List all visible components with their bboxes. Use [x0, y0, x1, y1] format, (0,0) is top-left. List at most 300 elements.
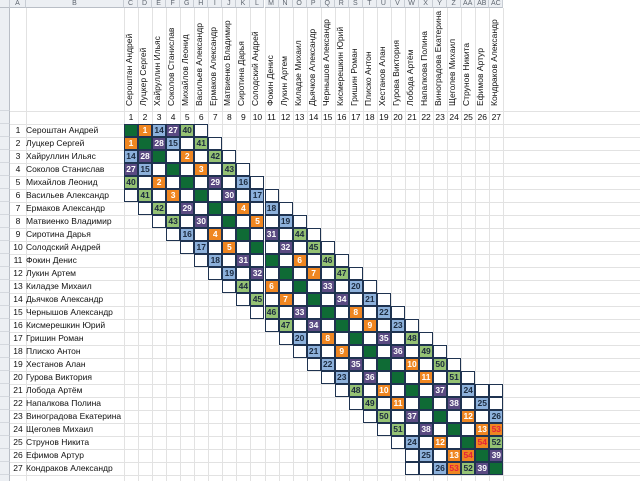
matrix-cell-empty[interactable] [222, 202, 236, 215]
player-row-name[interactable]: Чернышов Александр [26, 307, 113, 317]
column-header-ab[interactable]: AB [475, 0, 489, 8]
matrix-cell-empty[interactable] [194, 254, 208, 267]
column-header-c[interactable]: C [124, 0, 138, 8]
matrix-cell-round[interactable]: 11 [419, 371, 433, 384]
column-header-j[interactable]: J [222, 0, 236, 8]
matrix-cell-empty[interactable] [363, 280, 377, 293]
matrix-cell-diagonal[interactable] [124, 124, 138, 137]
matrix-cell-diagonal[interactable] [307, 293, 321, 306]
matrix-cell-round[interactable]: 30 [194, 215, 208, 228]
column-header-ac[interactable]: AC [489, 0, 503, 8]
matrix-cell-empty[interactable] [447, 384, 461, 397]
column-header-l[interactable]: L [250, 0, 264, 8]
player-row-name[interactable]: Михайлов Леонид [26, 177, 98, 187]
matrix-cell-round[interactable]: 53 [447, 462, 461, 475]
row-header[interactable] [0, 241, 10, 254]
matrix-cell-empty[interactable] [250, 202, 264, 215]
matrix-cell-diagonal[interactable] [419, 397, 433, 410]
row-header[interactable] [0, 358, 10, 371]
row-header[interactable] [0, 280, 10, 293]
matrix-cell-round[interactable]: 9 [335, 345, 349, 358]
row-header[interactable] [0, 189, 10, 202]
matrix-cell-round[interactable]: 52 [489, 436, 503, 449]
matrix-cell-round[interactable]: 26 [489, 410, 503, 423]
matrix-cell-round[interactable]: 7 [307, 267, 321, 280]
matrix-cell-diagonal[interactable] [335, 319, 349, 332]
matrix-cell-empty[interactable] [307, 306, 321, 319]
matrix-cell-empty[interactable] [208, 189, 222, 202]
matrix-cell-round[interactable]: 12 [433, 436, 447, 449]
matrix-cell-empty[interactable] [405, 449, 419, 462]
matrix-cell-round[interactable]: 35 [377, 332, 391, 345]
column-header-e[interactable]: E [152, 0, 166, 8]
player-row-name[interactable]: Матвиенко Владимир [26, 216, 112, 226]
matrix-cell-empty[interactable] [293, 293, 307, 306]
matrix-cell-round[interactable]: 13 [447, 449, 461, 462]
matrix-cell-empty[interactable] [433, 449, 447, 462]
column-header-t[interactable]: T [363, 0, 377, 8]
matrix-cell-empty[interactable] [279, 202, 293, 215]
matrix-cell-round[interactable]: 20 [349, 280, 363, 293]
matrix-cell-round[interactable]: 37 [433, 384, 447, 397]
matrix-cell-empty[interactable] [447, 410, 461, 423]
matrix-cell-round[interactable]: 2 [180, 150, 194, 163]
matrix-cell-empty[interactable] [222, 228, 236, 241]
matrix-cell-round[interactable]: 25 [475, 397, 489, 410]
matrix-cell-empty[interactable] [349, 345, 363, 358]
matrix-cell-empty[interactable] [335, 280, 349, 293]
matrix-cell-diagonal[interactable] [250, 241, 264, 254]
matrix-cell-empty[interactable] [265, 319, 279, 332]
matrix-cell-empty[interactable] [405, 462, 419, 475]
matrix-cell-round[interactable]: 15 [138, 163, 152, 176]
matrix-cell-diagonal[interactable] [180, 176, 194, 189]
matrix-cell-empty[interactable] [279, 280, 293, 293]
matrix-cell-empty[interactable] [335, 254, 349, 267]
matrix-cell-round[interactable]: 33 [293, 306, 307, 319]
column-header-k[interactable]: K [236, 0, 250, 8]
matrix-cell-empty[interactable] [461, 397, 475, 410]
row-header[interactable] [0, 475, 10, 481]
player-row-name[interactable]: Лобода Артём [26, 385, 83, 395]
matrix-cell-empty[interactable] [152, 163, 166, 176]
matrix-cell-empty[interactable] [321, 319, 335, 332]
row-header[interactable] [0, 150, 10, 163]
matrix-cell-round[interactable]: 36 [391, 345, 405, 358]
matrix-cell-round[interactable]: 50 [433, 358, 447, 371]
matrix-cell-empty[interactable] [489, 384, 503, 397]
row-header[interactable] [0, 293, 10, 306]
matrix-cell-empty[interactable] [222, 150, 236, 163]
matrix-cell-round[interactable]: 30 [222, 189, 236, 202]
matrix-cell-empty[interactable] [433, 423, 447, 436]
column-header-d[interactable]: D [138, 0, 152, 8]
matrix-cell-empty[interactable] [236, 241, 250, 254]
matrix-cell-empty[interactable] [166, 150, 180, 163]
matrix-cell-round[interactable]: 19 [222, 267, 236, 280]
matrix-cell-empty[interactable] [208, 137, 222, 150]
player-row-name[interactable]: Щеголев Михаил [26, 424, 94, 434]
matrix-cell-empty[interactable] [236, 267, 250, 280]
matrix-cell-empty[interactable] [236, 189, 250, 202]
matrix-cell-empty[interactable] [335, 358, 349, 371]
player-row-name[interactable]: Кисмерешкин Юрий [26, 320, 106, 330]
column-header-f[interactable]: F [166, 0, 180, 8]
matrix-cell-empty[interactable] [166, 228, 180, 241]
matrix-cell-round[interactable]: 28 [152, 137, 166, 150]
matrix-cell-round[interactable]: 34 [307, 319, 321, 332]
row-header[interactable] [0, 384, 10, 397]
matrix-cell-empty[interactable] [180, 137, 194, 150]
matrix-cell-empty[interactable] [293, 267, 307, 280]
column-header-u[interactable]: U [377, 0, 391, 8]
matrix-cell-empty[interactable] [250, 280, 264, 293]
matrix-cell-empty[interactable] [194, 176, 208, 189]
column-header-x[interactable]: X [419, 0, 433, 8]
matrix-cell-round[interactable]: 6 [265, 280, 279, 293]
column-header-i[interactable]: I [208, 0, 222, 8]
matrix-cell-empty[interactable] [433, 371, 447, 384]
matrix-cell-round[interactable]: 51 [391, 423, 405, 436]
matrix-cell-empty[interactable] [307, 228, 321, 241]
player-row-name[interactable]: Солодский Андрей [26, 242, 101, 252]
column-header-r[interactable]: R [335, 0, 349, 8]
matrix-cell-diagonal[interactable] [377, 358, 391, 371]
row-header[interactable] [0, 306, 10, 319]
matrix-cell-diagonal[interactable] [293, 280, 307, 293]
matrix-cell-empty[interactable] [250, 228, 264, 241]
matrix-cell-empty[interactable] [405, 371, 419, 384]
matrix-cell-empty[interactable] [265, 241, 279, 254]
matrix-cell-empty[interactable] [307, 254, 321, 267]
row-header[interactable] [0, 176, 10, 189]
matrix-cell-round[interactable]: 14 [152, 124, 166, 137]
row-header[interactable] [0, 449, 10, 462]
matrix-cell-round[interactable]: 10 [377, 384, 391, 397]
player-row-name[interactable]: Кондраков Александр [26, 463, 113, 473]
matrix-cell-empty[interactable] [377, 423, 391, 436]
matrix-cell-empty[interactable] [180, 215, 194, 228]
matrix-cell-round[interactable]: 21 [307, 345, 321, 358]
matrix-cell-empty[interactable] [194, 228, 208, 241]
matrix-cell-empty[interactable] [363, 410, 377, 423]
matrix-cell-round[interactable]: 17 [194, 241, 208, 254]
row-header[interactable] [0, 371, 10, 384]
matrix-cell-round[interactable]: 3 [166, 189, 180, 202]
matrix-cell-round[interactable]: 3 [194, 163, 208, 176]
matrix-cell-empty[interactable] [433, 345, 447, 358]
matrix-cell-empty[interactable] [265, 189, 279, 202]
matrix-cell-empty[interactable] [265, 215, 279, 228]
matrix-cell-empty[interactable] [349, 319, 363, 332]
matrix-cell-round[interactable]: 14 [124, 150, 138, 163]
matrix-cell-round[interactable]: 50 [377, 410, 391, 423]
player-row-name[interactable]: Соколов Станислав [26, 164, 105, 174]
matrix-cell-empty[interactable] [152, 189, 166, 202]
matrix-cell-round[interactable]: 22 [321, 358, 335, 371]
matrix-cell-round[interactable]: 15 [166, 137, 180, 150]
matrix-cell-round[interactable]: 29 [208, 176, 222, 189]
row-header[interactable] [0, 124, 10, 137]
player-row-name[interactable]: Хайруллин Ильяс [26, 151, 96, 161]
matrix-cell-empty[interactable] [377, 319, 391, 332]
player-row-name[interactable]: Сероштан Андрей [26, 125, 99, 135]
matrix-cell-empty[interactable] [194, 202, 208, 215]
matrix-cell-empty[interactable] [377, 371, 391, 384]
matrix-cell-round[interactable]: 4 [208, 228, 222, 241]
matrix-cell-round[interactable]: 8 [349, 306, 363, 319]
row-header[interactable] [0, 319, 10, 332]
select-all-corner[interactable] [0, 0, 10, 8]
matrix-cell-diagonal[interactable] [279, 267, 293, 280]
row-header[interactable] [0, 410, 10, 423]
matrix-cell-round[interactable]: 29 [180, 202, 194, 215]
matrix-cell-empty[interactable] [419, 358, 433, 371]
matrix-cell-empty[interactable] [180, 241, 194, 254]
matrix-cell-round[interactable]: 47 [279, 319, 293, 332]
matrix-cell-round[interactable]: 22 [377, 306, 391, 319]
matrix-cell-empty[interactable] [377, 345, 391, 358]
matrix-cell-empty[interactable] [447, 358, 461, 371]
matrix-cell-empty[interactable] [265, 267, 279, 280]
matrix-cell-round[interactable]: 27 [166, 124, 180, 137]
matrix-cell-empty[interactable] [321, 293, 335, 306]
matrix-cell-empty[interactable] [349, 267, 363, 280]
column-header-m[interactable]: M [265, 0, 279, 8]
matrix-cell-empty[interactable] [208, 163, 222, 176]
matrix-cell-round[interactable]: 5 [222, 241, 236, 254]
matrix-cell-empty[interactable] [461, 423, 475, 436]
player-row-name[interactable]: Струнов Никита [26, 437, 90, 447]
column-header-z[interactable]: Z [447, 0, 461, 8]
player-row-name[interactable]: Гришин Роман [26, 333, 84, 343]
row-header[interactable] [0, 267, 10, 280]
matrix-cell-round[interactable]: 16 [236, 176, 250, 189]
matrix-cell-round[interactable]: 54 [461, 449, 475, 462]
row-header[interactable] [0, 332, 10, 345]
row-header[interactable] [0, 215, 10, 228]
column-header-n[interactable]: N [279, 0, 293, 8]
player-row-name[interactable]: Хестанов Алан [26, 359, 86, 369]
matrix-cell-round[interactable]: 5 [250, 215, 264, 228]
row-header[interactable] [0, 345, 10, 358]
matrix-cell-round[interactable]: 32 [250, 267, 264, 280]
matrix-cell-diagonal[interactable] [475, 449, 489, 462]
matrix-cell-round[interactable]: 11 [391, 397, 405, 410]
column-header-v[interactable]: V [391, 0, 405, 8]
matrix-cell-round[interactable]: 47 [335, 267, 349, 280]
matrix-cell-empty[interactable] [279, 332, 293, 345]
matrix-cell-empty[interactable] [391, 332, 405, 345]
matrix-cell-empty[interactable] [152, 215, 166, 228]
matrix-cell-round[interactable]: 41 [138, 189, 152, 202]
matrix-cell-diagonal[interactable] [265, 254, 279, 267]
row-header[interactable] [0, 436, 10, 449]
matrix-cell-round[interactable]: 40 [124, 176, 138, 189]
matrix-cell-empty[interactable] [335, 384, 349, 397]
matrix-cell-empty[interactable] [461, 371, 475, 384]
matrix-cell-round[interactable]: 25 [419, 449, 433, 462]
column-header-aa[interactable]: AA [461, 0, 475, 8]
column-header-w[interactable]: W [405, 0, 419, 8]
matrix-cell-empty[interactable] [335, 306, 349, 319]
matrix-cell-empty[interactable] [321, 241, 335, 254]
matrix-cell-round[interactable]: 36 [363, 371, 377, 384]
matrix-cell-empty[interactable] [208, 215, 222, 228]
matrix-cell-diagonal[interactable] [321, 306, 335, 319]
matrix-cell-round[interactable]: 49 [363, 397, 377, 410]
player-row-name[interactable]: Плиско Антон [26, 346, 81, 356]
column-header-s[interactable]: S [349, 0, 363, 8]
matrix-cell-empty[interactable] [194, 150, 208, 163]
matrix-cell-empty[interactable] [250, 306, 264, 319]
matrix-cell-diagonal[interactable] [349, 332, 363, 345]
player-row-name[interactable]: Ермаков Александр [26, 203, 105, 213]
matrix-cell-round[interactable]: 24 [405, 436, 419, 449]
matrix-cell-round[interactable]: 19 [279, 215, 293, 228]
matrix-cell-empty[interactable] [321, 371, 335, 384]
matrix-cell-empty[interactable] [166, 176, 180, 189]
matrix-cell-diagonal[interactable] [489, 462, 503, 475]
matrix-cell-round[interactable]: 26 [433, 462, 447, 475]
matrix-cell-empty[interactable] [166, 202, 180, 215]
matrix-cell-diagonal[interactable] [391, 371, 405, 384]
row-header[interactable] [0, 462, 10, 475]
player-row-name[interactable]: Гурова Виктория [26, 372, 92, 382]
matrix-cell-empty[interactable] [222, 176, 236, 189]
row-header[interactable] [0, 228, 10, 241]
matrix-cell-empty[interactable] [433, 397, 447, 410]
matrix-cell-diagonal[interactable] [447, 423, 461, 436]
player-row-name[interactable]: Лукин Артем [26, 268, 77, 278]
matrix-cell-round[interactable]: 42 [152, 202, 166, 215]
matrix-cell-round[interactable]: 10 [405, 358, 419, 371]
matrix-cell-empty[interactable] [293, 345, 307, 358]
player-row-name[interactable]: Васильев Александр [26, 190, 109, 200]
matrix-cell-empty[interactable] [265, 293, 279, 306]
matrix-cell-round[interactable]: 44 [293, 228, 307, 241]
matrix-cell-round[interactable]: 45 [250, 293, 264, 306]
matrix-cell-round[interactable]: 23 [391, 319, 405, 332]
matrix-cell-round[interactable]: 17 [250, 189, 264, 202]
matrix-cell-empty[interactable] [335, 332, 349, 345]
matrix-cell-round[interactable]: 43 [166, 215, 180, 228]
column-header-a[interactable]: A [10, 0, 26, 8]
matrix-cell-empty[interactable] [391, 436, 405, 449]
matrix-cell-round[interactable]: 27 [124, 163, 138, 176]
matrix-cell-round[interactable]: 23 [335, 371, 349, 384]
matrix-cell-empty[interactable] [222, 280, 236, 293]
row-header[interactable] [0, 202, 10, 215]
player-row-name[interactable]: Фокин Денис [26, 255, 77, 265]
matrix-cell-empty[interactable] [405, 345, 419, 358]
matrix-cell-round[interactable]: 18 [208, 254, 222, 267]
row-header[interactable] [0, 163, 10, 176]
matrix-cell-empty[interactable] [405, 397, 419, 410]
player-row-name[interactable]: Ефимов Артур [26, 450, 84, 460]
matrix-cell-empty[interactable] [405, 423, 419, 436]
matrix-cell-round[interactable]: 39 [489, 449, 503, 462]
matrix-cell-round[interactable]: 39 [475, 462, 489, 475]
matrix-cell-empty[interactable] [391, 410, 405, 423]
matrix-cell-empty[interactable] [363, 332, 377, 345]
matrix-cell-round[interactable]: 38 [419, 423, 433, 436]
matrix-cell-round[interactable]: 1 [138, 124, 152, 137]
matrix-cell-empty[interactable] [279, 254, 293, 267]
matrix-cell-round[interactable]: 32 [279, 241, 293, 254]
matrix-cell-round[interactable]: 42 [208, 150, 222, 163]
matrix-cell-round[interactable]: 9 [363, 319, 377, 332]
matrix-cell-round[interactable]: 33 [321, 280, 335, 293]
matrix-cell-empty[interactable] [250, 254, 264, 267]
column-header-h[interactable]: H [194, 0, 208, 8]
matrix-cell-empty[interactable] [307, 332, 321, 345]
matrix-cell-empty[interactable] [419, 410, 433, 423]
matrix-cell-empty[interactable] [391, 306, 405, 319]
matrix-cell-empty[interactable] [489, 397, 503, 410]
matrix-cell-round[interactable]: 31 [265, 228, 279, 241]
matrix-cell-round[interactable]: 46 [321, 254, 335, 267]
matrix-cell-empty[interactable] [349, 371, 363, 384]
matrix-cell-empty[interactable] [377, 293, 391, 306]
matrix-cell-empty[interactable] [349, 293, 363, 306]
matrix-cell-empty[interactable] [279, 306, 293, 319]
matrix-cell-round[interactable]: 51 [447, 371, 461, 384]
matrix-cell-round[interactable]: 18 [265, 202, 279, 215]
matrix-cell-empty[interactable] [293, 215, 307, 228]
matrix-cell-diagonal[interactable] [405, 384, 419, 397]
matrix-cell-empty[interactable] [405, 319, 419, 332]
matrix-cell-empty[interactable] [363, 384, 377, 397]
matrix-cell-empty[interactable] [236, 293, 250, 306]
player-row-name[interactable]: Напалкова Полина [26, 398, 101, 408]
matrix-cell-empty[interactable] [419, 384, 433, 397]
matrix-cell-empty[interactable] [138, 176, 152, 189]
column-header-g[interactable]: G [180, 0, 194, 8]
matrix-cell-empty[interactable] [475, 410, 489, 423]
matrix-cell-round[interactable]: 54 [475, 436, 489, 449]
matrix-cell-empty[interactable] [321, 267, 335, 280]
matrix-cell-round[interactable]: 2 [152, 176, 166, 189]
matrix-cell-empty[interactable] [222, 254, 236, 267]
matrix-cell-round[interactable]: 8 [321, 332, 335, 345]
matrix-cell-round[interactable]: 48 [349, 384, 363, 397]
row-header[interactable] [0, 397, 10, 410]
matrix-cell-empty[interactable] [180, 163, 194, 176]
matrix-cell-round[interactable]: 35 [349, 358, 363, 371]
row-header[interactable] [0, 423, 10, 436]
matrix-cell-round[interactable]: 53 [489, 423, 503, 436]
matrix-cell-empty[interactable] [138, 202, 152, 215]
matrix-cell-empty[interactable] [307, 358, 321, 371]
column-header-o[interactable]: O [293, 0, 307, 8]
matrix-cell-diagonal[interactable] [363, 345, 377, 358]
matrix-cell-round[interactable]: 21 [363, 293, 377, 306]
matrix-cell-round[interactable]: 41 [194, 137, 208, 150]
matrix-cell-empty[interactable] [419, 436, 433, 449]
player-row-name[interactable]: Дьячков Александр [26, 294, 104, 304]
matrix-cell-diagonal[interactable] [166, 163, 180, 176]
matrix-cell-diagonal[interactable] [461, 436, 475, 449]
column-header-y[interactable]: Y [433, 0, 447, 8]
matrix-cell-round[interactable]: 24 [461, 384, 475, 397]
matrix-cell-empty[interactable] [475, 384, 489, 397]
matrix-cell-diagonal[interactable] [222, 215, 236, 228]
matrix-cell-round[interactable]: 44 [236, 280, 250, 293]
matrix-cell-empty[interactable] [377, 397, 391, 410]
matrix-cell-diagonal[interactable] [138, 137, 152, 150]
matrix-cell-round[interactable]: 16 [180, 228, 194, 241]
